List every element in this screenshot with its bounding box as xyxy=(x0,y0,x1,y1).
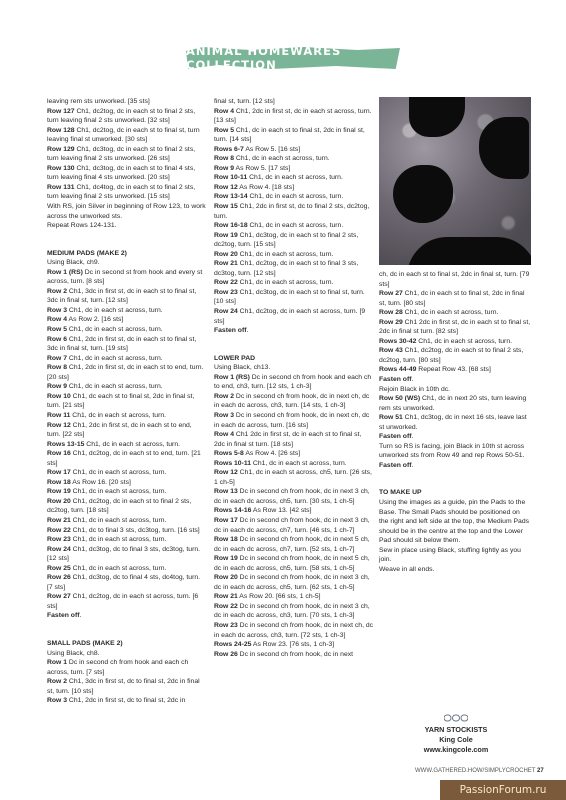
instruction-line xyxy=(214,449,374,459)
row-label: Row 129 xyxy=(47,145,75,153)
instruction-line xyxy=(214,411,374,430)
row-instruction: Ch1 2dc in first st, dc in each st to final st, 2dc in final st turn. [18 sts] xyxy=(214,431,362,448)
row-instruction: Ch1, dc2tog, dc in each st to final 2 sts, dc2tog, turn. [18 sts] xyxy=(47,497,192,515)
instruction-line xyxy=(379,413,531,432)
row-label: Row 9 xyxy=(47,383,68,391)
row-instruction: Dc in second ch from hook, dc in next 3 ch, dc in each dc across, ch5, turn. [62 sts, 1 ch-5] xyxy=(214,574,370,591)
row-instruction: Ch1, dc in each st across, turn. xyxy=(70,411,166,419)
row-label: Row 4 xyxy=(47,316,68,324)
instruction-line xyxy=(379,365,531,375)
instruction-line xyxy=(379,546,531,565)
row-label: Row 8 xyxy=(214,155,235,163)
row-instruction: Weave in all ends. xyxy=(379,565,435,573)
paw-pad-shape xyxy=(393,165,453,223)
section-heading: LOWER PAD xyxy=(214,354,256,362)
row-instruction: Ch1, dc in each st across, turn. xyxy=(84,440,180,448)
instruction-line xyxy=(47,564,207,574)
instruction-line xyxy=(47,268,207,287)
row-instruction: Ch1, dc in each st across, turn. xyxy=(234,155,330,163)
row-instruction: final st, turn. [12 sts] xyxy=(214,98,275,105)
row-label: Fasten off xyxy=(379,461,412,469)
row-label: Row 10-11 xyxy=(214,174,248,182)
row-label: Row 21 xyxy=(214,260,238,268)
instruction-line xyxy=(47,392,207,411)
instruction-line xyxy=(214,554,374,573)
page-number: 27 xyxy=(537,768,544,774)
row-instruction: Ch1, 2dc in first st, dc in each st to end, turn. [20 sts] xyxy=(47,364,204,381)
row-label: Row 1 xyxy=(47,659,68,667)
row-instruction: As Row 16. [20 sts] xyxy=(70,478,131,486)
row-instruction: Ch1, 2dc in first st, dc to final st, 2dc in xyxy=(67,697,186,705)
row-label: Row 5 xyxy=(214,126,235,134)
page-footer xyxy=(415,768,544,774)
row-label: Row 28 xyxy=(379,309,403,317)
row-instruction: Ch1, dc in each st across, turn. xyxy=(70,564,167,572)
instruction-line xyxy=(47,363,207,382)
row-label: Fasten off xyxy=(214,327,247,335)
instruction-line xyxy=(47,382,207,392)
instruction-line xyxy=(47,696,207,706)
instruction-line xyxy=(214,468,374,487)
row-label: Row 18 xyxy=(47,478,71,486)
row-instruction: Ch1, dc2tog, dc in each st to end, turn. [21 sts] xyxy=(47,450,201,467)
row-label: Row 2 xyxy=(214,392,235,400)
row-instruction: Ch1, dc in each st across, turn. xyxy=(70,516,167,524)
row-instruction: Dc in second ch from hook, dc in next ch, dc in each dc across, ch3, turn. [72 sts, 1 ch-3] xyxy=(214,621,374,639)
instruction-line xyxy=(214,145,374,155)
row-instruction: . xyxy=(246,327,249,335)
row-label: Row 8 xyxy=(47,364,68,372)
row-instruction: . xyxy=(411,433,414,441)
row-label: Row 21 xyxy=(47,516,71,524)
instruction-line xyxy=(47,592,207,611)
yarn-logo-icon xyxy=(444,714,468,722)
row-label: Row 24 xyxy=(214,308,238,316)
instruction-line xyxy=(214,392,374,411)
row-label: Rows 10-11 xyxy=(214,459,252,467)
row-instruction: Sew in place using Black, stuffing lightly as you join. xyxy=(379,546,521,564)
row-label: Row 50 (WS) xyxy=(379,395,421,403)
row-label: Row 26 xyxy=(214,650,238,658)
instruction-line xyxy=(47,497,207,516)
instruction-line xyxy=(379,318,531,337)
row-instruction: Ch1, 3dc in first st, dc to final st, 2dc in final st, turn. [10 sts] xyxy=(47,678,200,695)
row-label: Row 4 xyxy=(214,431,235,439)
instruction-line xyxy=(47,649,207,659)
row-label: Row 25 xyxy=(47,564,71,572)
row-label: Rows 6-7 xyxy=(214,145,244,153)
row-instruction: As Row 4. [18 sts] xyxy=(237,183,295,191)
row-label: Rows 14-16 xyxy=(214,507,252,515)
instruction-line xyxy=(379,394,531,413)
instruction-line xyxy=(214,126,374,145)
instruction-line xyxy=(47,421,207,440)
row-instruction: Ch1, dc3tog, dc in next 16 sts, leave last st unworked. xyxy=(379,414,527,431)
row-instruction: Dc in second ch from hook, dc in next 5 ch, dc in each dc across, ch7, turn. [52 sts, 1 ch-7] xyxy=(214,536,370,553)
row-label: Fasten off xyxy=(379,433,412,441)
row-instruction: As Row 23. [76 sts, 1 ch-3] xyxy=(251,641,335,649)
row-label: Row 3 xyxy=(47,697,68,705)
instruction-line xyxy=(379,346,531,365)
row-label: Row 20 xyxy=(47,497,71,505)
row-instruction: Ch1, dc in each st across, turn. xyxy=(237,279,334,287)
row-instruction: Repeat Row 43. [68 sts] xyxy=(416,366,491,374)
row-instruction: Ch1, dc3tog, dc to final 3 sts, dc3tog, turn. [12 sts] xyxy=(47,545,201,563)
instruction-line xyxy=(214,307,374,326)
instruction-line xyxy=(47,449,207,468)
row-label: Row 5 xyxy=(47,326,68,334)
row-instruction: Ch1, dc3tog, dc to final 4 sts, dc4tog, turn. [7 sts] xyxy=(47,574,201,591)
row-instruction: Ch1, dc in each st across, turn. xyxy=(251,459,347,467)
row-label: Row 21 xyxy=(214,593,238,601)
instruction-line xyxy=(214,487,374,506)
row-instruction: Dc in second ch from hook, dc in next ch, dc in each dc across, turn. [16 sts] xyxy=(214,411,370,429)
instruction-line xyxy=(214,363,374,373)
row-instruction: Ch1, dc in each st across, turn. xyxy=(237,250,334,258)
instruction-line xyxy=(47,145,207,164)
row-label: Row 12 xyxy=(214,469,238,477)
row-label: Row 1 (RS) xyxy=(47,268,83,276)
instruction-line xyxy=(214,183,374,193)
row-instruction: Ch1, dc2tog, dc in each st to final st, turn leaving final st unworked. [30 sts] xyxy=(47,126,200,144)
instruction-line xyxy=(47,468,207,478)
row-instruction: Repeat Rows 124-131. xyxy=(47,222,117,230)
section-banner-title: ANIMAL HOMEWARES COLLECTION xyxy=(186,44,342,72)
instruction-line xyxy=(214,107,374,126)
instruction-line xyxy=(47,487,207,497)
row-instruction: Ch1, dc2tog, dc in each st to final 3 sts, dc3tog, turn. [12 sts] xyxy=(214,260,359,277)
row-label: Row 27 xyxy=(47,593,71,601)
instruction-line xyxy=(379,498,531,546)
row-instruction: Ch1, 2dc in first st, dc in each st to final st, 3dc in final st, turn. [19 sts] xyxy=(47,335,197,353)
instruction-line xyxy=(47,573,207,592)
row-label: Row 43 xyxy=(379,347,403,355)
row-instruction: Ch1, dc in next 20 sts, turn leaving rem sts unworked. xyxy=(379,395,527,412)
row-instruction: . xyxy=(79,612,82,620)
row-instruction: Ch1, dc in each st across, turn. xyxy=(70,469,167,477)
instruction-line xyxy=(214,430,374,449)
row-label: Row 10 xyxy=(47,392,71,400)
row-label: Row 12 xyxy=(214,183,238,191)
row-label: Row 22 xyxy=(47,526,71,534)
row-instruction: Using Black, ch9. xyxy=(47,259,100,267)
row-instruction: As Row 5. [16 sts] xyxy=(243,145,301,153)
instruction-line xyxy=(214,250,374,260)
row-label: Row 127 xyxy=(47,107,75,115)
row-instruction: Dc in second ch from hook and each ch to end, ch3, turn. [12 sts, 1 ch-3] xyxy=(214,373,372,391)
row-instruction: Using Black, ch13. xyxy=(214,364,271,372)
paragraph-gap xyxy=(214,336,374,345)
instruction-line xyxy=(47,335,207,354)
row-instruction: Ch1, dc each st to final st, 2dc in final st, turn. [21 sts] xyxy=(47,392,195,410)
instruction-line xyxy=(379,308,531,318)
row-label: Row 22 xyxy=(214,279,238,287)
instruction-line xyxy=(214,154,374,164)
row-label: Row 19 xyxy=(214,555,238,563)
row-label: Rows 44-49 xyxy=(379,366,417,374)
instruction-line xyxy=(47,516,207,526)
paw-pad-shape xyxy=(479,117,529,179)
row-instruction: Ch1, 2dc in first st, dc to final 2 sts, dc2tog, turn. xyxy=(214,203,370,220)
row-instruction: As Row 20. [66 sts, 1 ch-5] xyxy=(237,593,321,601)
row-instruction: As Row 13. [42 sts] xyxy=(251,507,312,515)
row-label: Row 23 xyxy=(214,621,238,629)
row-instruction: Ch1, dc2tog, dc in each st to final 2 sts, dc2tog, turn. [80 sts] xyxy=(379,347,524,364)
instruction-line xyxy=(47,354,207,364)
instruction-line xyxy=(214,192,374,202)
row-label: Row 3 xyxy=(214,411,235,419)
row-label: Row 23 xyxy=(214,288,238,296)
yarn-stockists-box xyxy=(380,714,532,755)
instruction-line xyxy=(214,506,374,516)
row-instruction: Ch1, dc2tog, dc in each st across, turn. [6 sts] xyxy=(47,593,199,610)
instruction-line xyxy=(214,602,374,621)
row-instruction: Ch1, dc in each st to final st, 2dc in final st, turn. [14 sts] xyxy=(214,126,365,144)
row-instruction: Ch1, dc in each st across, turn. xyxy=(70,536,167,544)
instruction-line xyxy=(214,373,374,392)
instruction-line xyxy=(379,565,531,575)
row-instruction: Ch1, dc to final 3 sts, dc3tog, turn. [16 sts] xyxy=(70,526,200,534)
row-label: Row 18 xyxy=(214,536,238,544)
instruction-line xyxy=(47,526,207,536)
row-label: Fasten off xyxy=(379,376,412,384)
row-label: Fasten off xyxy=(47,612,80,620)
instruction-line xyxy=(47,658,207,677)
instruction-line xyxy=(47,325,207,335)
instruction-line xyxy=(379,442,531,461)
instruction-line xyxy=(47,440,207,450)
row-label: Row 3 xyxy=(47,306,68,314)
row-label: Row 51 xyxy=(379,414,403,422)
row-label: Row 130 xyxy=(47,164,75,172)
instruction-line xyxy=(47,478,207,488)
row-label: Rows 30-42 xyxy=(379,337,417,345)
instruction-line xyxy=(47,287,207,306)
instruction-line xyxy=(214,535,374,554)
stockists-url[interactable]: www.kingcole.com xyxy=(423,745,489,754)
instruction-line xyxy=(214,640,374,650)
instruction-line xyxy=(214,573,374,592)
instruction-line xyxy=(47,306,207,316)
instruction-line xyxy=(47,315,207,325)
instruction-line xyxy=(214,97,374,107)
row-instruction: Ch1, dc3tog, dc in each st to final 4 sts, turn leaving final 4 sts unworked. [20 sts] xyxy=(47,164,196,182)
row-label: Row 12 xyxy=(47,421,71,429)
instruction-line xyxy=(379,375,531,385)
instruction-line xyxy=(47,164,207,183)
instruction-line xyxy=(379,337,531,347)
row-instruction: With RS, join Silver in beginning of Row 123, to work across the unworked sts. xyxy=(47,203,206,220)
instruction-line xyxy=(214,173,374,183)
row-label: Row 6 xyxy=(47,335,68,343)
row-instruction: As Row 4. [26 sts] xyxy=(243,450,301,458)
row-label: Row 27 xyxy=(379,290,403,298)
footer-website: WWW.GATHERED.HOW/SIMPLYCROCHET xyxy=(415,768,536,774)
row-instruction: Dc in second st from hook and every st across, turn. [8 sts] xyxy=(47,268,203,286)
instruction-line xyxy=(47,411,207,421)
stockists-brand: King Cole xyxy=(439,735,473,744)
instruction-line xyxy=(379,432,531,442)
row-instruction: Ch1, dc in each st across, ch5, turn. [26 sts, 1 ch-5] xyxy=(214,469,372,486)
row-label: Row 4 xyxy=(214,107,235,115)
instruction-line xyxy=(214,221,374,231)
row-instruction: Dc in second ch from hook, dc in next 3 ch, dc in each dc across, ch5, turn. [30 sts, 1 ch-5] xyxy=(214,488,370,505)
instruction-line xyxy=(47,535,207,545)
row-instruction: Ch1, dc2tog, dc in each st across, turn. [9 sts] xyxy=(214,308,366,325)
row-instruction: Dc in second ch from hook, dc in next 5 ch, dc in each dc across, ch5, turn. [58 sts, 1 ch-5] xyxy=(214,555,370,572)
row-instruction: Ch1, dc2tog, dc in each st to final 2 sts, turn leaving final 2 sts unworked. [32 sts] xyxy=(47,107,196,125)
row-label: Rows 24-25 xyxy=(214,641,252,649)
instruction-line xyxy=(47,611,207,621)
instruction-line xyxy=(214,231,374,250)
row-label: Row 20 xyxy=(214,250,238,258)
instruction-line xyxy=(214,459,374,469)
instruction-line xyxy=(47,126,207,145)
instruction-line xyxy=(47,202,207,221)
row-label: Row 16-18 xyxy=(214,222,248,230)
row-instruction: Dc in second ch from hook, dc in next 3 ch, dc in each dc across, ch7, turn. [46 sts, 1 ch-7] xyxy=(214,516,370,534)
row-instruction: leaving rem sts unworked. [35 sts] xyxy=(47,98,150,105)
row-instruction: Ch1, dc3tog, dc in each st to final 2 sts, turn leaving final 2 sts unworked. [26 sts] xyxy=(47,145,196,163)
row-label: Row 13-14 xyxy=(214,193,248,201)
instruction-line xyxy=(47,258,207,268)
pattern-column-middle xyxy=(214,97,374,659)
row-label: Row 17 xyxy=(214,516,238,524)
row-label: Row 7 xyxy=(47,354,68,362)
instruction-line xyxy=(214,164,374,174)
row-instruction: . xyxy=(411,376,414,384)
instruction-line xyxy=(47,677,207,696)
instruction-line xyxy=(214,259,374,278)
row-instruction: Dc in second ch from hook and each ch across, turn. [7 sts] xyxy=(47,659,189,676)
paragraph-gap xyxy=(47,621,207,630)
row-instruction: Ch1, dc4tog, dc in each st to final 2 sts, turn leaving final 2 sts unworked. [15 sts] xyxy=(47,183,196,201)
row-instruction: Ch1, dc in each st across, turn. xyxy=(402,309,499,317)
instruction-line xyxy=(379,461,531,471)
row-label: Row 24 xyxy=(47,545,71,553)
row-instruction: Using Black, ch8. xyxy=(47,649,100,657)
row-instruction: Ch1, dc in each st across, turn. xyxy=(67,306,163,314)
row-instruction: Ch1, 3dc in first st, dc in each st to final st, 3dc in final st, turn. [12 sts] xyxy=(47,287,197,305)
row-label: Row 19 xyxy=(214,231,238,239)
row-label: Row 23 xyxy=(47,536,71,544)
instruction-line xyxy=(214,278,374,288)
row-instruction: Ch1, 2dc in first st, dc in each st to end, turn. [22 sts] xyxy=(47,421,192,439)
row-instruction: Turn so RS is facing, join Black in 10th st across unworked sts from Row 49 and rep Rows 50-51. xyxy=(379,442,525,460)
row-label: Row 1 (RS) xyxy=(214,373,250,381)
section-heading: TO MAKE UP xyxy=(379,489,422,497)
instruction-line xyxy=(214,650,374,660)
row-instruction: Dc in second ch from hook, dc in next ch, dc in each dc across, ch3, turn. [14 sts, 1 ch-3] xyxy=(214,392,370,410)
instruction-line xyxy=(214,326,374,336)
instruction-line xyxy=(379,289,531,308)
finished-piece-photo xyxy=(379,97,531,265)
row-label: Rows 5-8 xyxy=(214,450,244,458)
row-instruction: Ch1, dc in each st across, turn. xyxy=(67,354,163,362)
row-label: Row 11 xyxy=(47,411,71,419)
instruction-line xyxy=(379,385,531,395)
row-label: Row 29 xyxy=(379,318,403,326)
section-heading: MEDIUM PADS (MAKE 2) xyxy=(47,249,127,257)
row-label: Rows 13-15 xyxy=(47,440,85,448)
row-label: Row 128 xyxy=(47,126,75,134)
paragraph-gap xyxy=(47,231,207,240)
row-instruction: Ch1, 2dc in first st, dc in each st across, turn. [13 sts] xyxy=(214,107,372,125)
instruction-line xyxy=(379,270,531,289)
instruction-line xyxy=(214,288,374,307)
instruction-line xyxy=(214,516,374,535)
row-label: Row 2 xyxy=(47,678,68,686)
instruction-line xyxy=(214,621,374,640)
row-label: Row 19 xyxy=(47,488,71,496)
instruction-line xyxy=(47,97,207,107)
row-label: Row 2 xyxy=(47,287,68,295)
instruction-line xyxy=(47,545,207,564)
row-label: Row 17 xyxy=(47,469,71,477)
row-instruction: Ch1, dc in each st to final st, 2dc in final st, turn. [80 sts] xyxy=(379,290,525,307)
row-instruction: Dc in second ch from hook, dc in next 3 ch, dc in each dc across, ch3, turn. [70 sts, 1 ch-3] xyxy=(214,602,370,620)
row-instruction: Rejoin Black in 10th dc. xyxy=(379,385,451,393)
paragraph-gap xyxy=(379,470,531,479)
row-instruction: Ch1, dc3tog, dc in each st to final 2 sts, dc2tog, turn. [15 sts] xyxy=(214,231,359,249)
stockists-title: YARN STOCKISTS xyxy=(424,725,488,734)
row-instruction: Ch1, dc in each st across, turn. xyxy=(247,174,343,182)
row-label: Row 16 xyxy=(47,450,71,458)
row-instruction: As Row 5. [17 sts] xyxy=(234,164,291,172)
instruction-line xyxy=(47,221,207,231)
row-instruction: Ch1, dc in each st across, turn. xyxy=(67,383,163,391)
instruction-line xyxy=(214,592,374,602)
row-label: Row 13 xyxy=(214,488,238,496)
instruction-line xyxy=(47,183,207,202)
row-label: Row 15 xyxy=(214,203,238,211)
row-label: Row 20 xyxy=(214,574,238,582)
row-label: Row 131 xyxy=(47,183,75,191)
row-instruction: Using the images as a guide, pin the Pads to the Base. The Small Pads should be positioned on the right and left side at the top, the Medium Pads should be in the centre at the top and the Lower Pad should sit below them. xyxy=(379,499,529,545)
row-label: Row 26 xyxy=(47,574,71,582)
row-instruction: Dc in second ch from hook, dc in next xyxy=(237,650,354,658)
row-instruction: . xyxy=(411,461,414,469)
row-instruction: ch, dc in each st to final st, 2dc in final st, turn. [79 sts] xyxy=(379,271,530,288)
row-instruction: Ch1 2dc in first st, dc in each st to final st, 2dc in final st turn. [82 sts] xyxy=(379,318,531,336)
row-instruction: Ch1, dc in each st across, turn. xyxy=(247,193,344,201)
row-instruction: Ch1, dc in each st across, turn. xyxy=(67,326,163,334)
row-instruction: Ch1, dc in each st across, turn. xyxy=(70,488,167,496)
row-instruction: As Row 2. [16 sts] xyxy=(67,316,124,324)
instruction-line xyxy=(214,202,374,221)
instruction-line xyxy=(47,107,207,126)
row-instruction: Ch1, dc in each st across, turn. xyxy=(247,222,344,230)
section-heading: SMALL PADS (MAKE 2) xyxy=(47,639,123,647)
row-instruction: Ch1, dc in each st across, turn. xyxy=(416,337,512,345)
row-label: Row 22 xyxy=(214,602,238,610)
row-instruction: Ch1, dc3tog, dc in each st to final st, turn. [10 sts] xyxy=(214,288,365,306)
pattern-column-left xyxy=(47,97,207,706)
pattern-column-right xyxy=(379,270,531,574)
row-label: Row 9 xyxy=(214,164,235,172)
watermark-badge: PassionForum.ru xyxy=(440,780,566,800)
